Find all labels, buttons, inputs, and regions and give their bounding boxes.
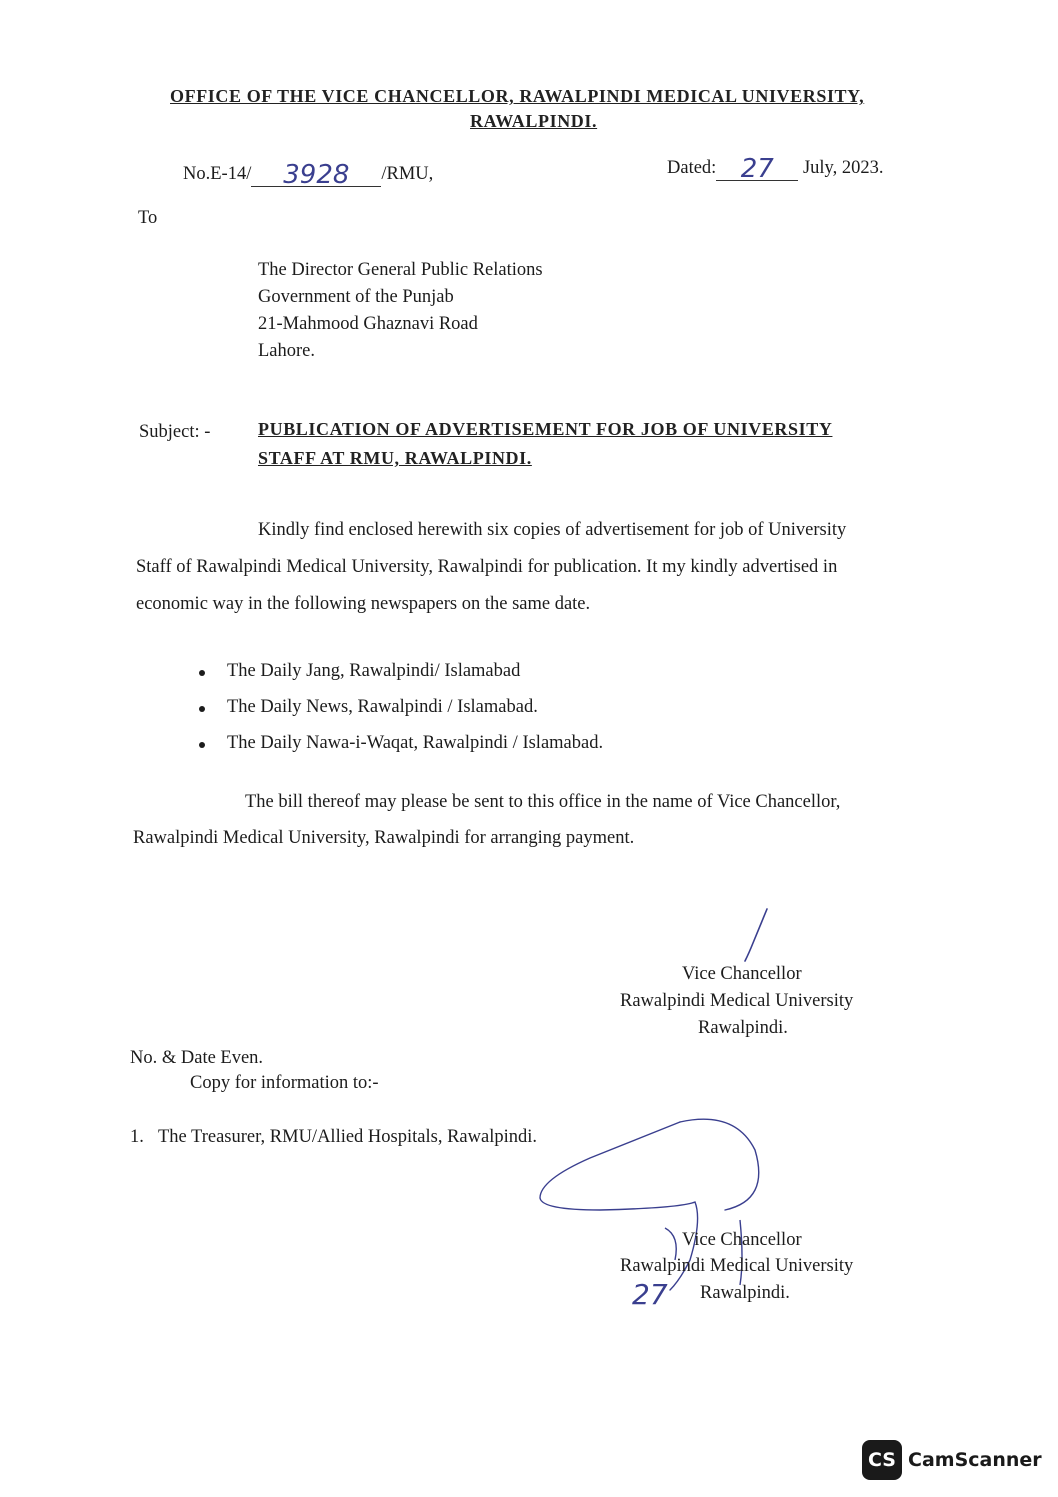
signatory-city: Rawalpindi. — [698, 1018, 788, 1038]
reference-suffix: /RMU, — [381, 164, 434, 184]
copy-item-number: 1. — [130, 1127, 144, 1147]
addressee-line: Lahore. — [258, 341, 316, 361]
copy-for-information: Copy for information to:- — [190, 1073, 379, 1093]
reference-handwritten-number: 3928 — [283, 160, 350, 190]
office-heading-line2: RAWALPINDI. — [470, 111, 598, 131]
signatory-university: Rawalpindi Medical University — [620, 991, 854, 1011]
body-para1-line: economic way in the following newspapers on the same date. — [136, 594, 591, 614]
dated-line — [667, 150, 884, 184]
newspaper-item: The Daily Nawa-i-Waqat, Rawalpindi / Islamabad. — [227, 733, 604, 753]
newspaper-item: The Daily News, Rawalpindi / Islamabad. — [227, 697, 538, 717]
signatory-university: Rawalpindi Medical University — [620, 1256, 854, 1276]
copy-date-even: No. & Date Even. — [130, 1048, 264, 1068]
signature-stroke-1 — [735, 905, 775, 965]
newspaper-item: The Daily Jang, Rawalpindi/ Islamabad — [227, 661, 521, 681]
subject-line2: STAFF AT RMU, RAWALPINDI. — [258, 448, 532, 468]
dated-fill — [716, 150, 798, 184]
reference-number — [183, 156, 434, 190]
reference-fill — [251, 156, 381, 190]
reference-prefix: No.E-14/ — [183, 164, 252, 184]
subject-label: Subject: - — [139, 422, 211, 442]
list-bullet — [199, 706, 205, 712]
camscanner-logo-icon: CS — [862, 1440, 902, 1480]
subject-line1: PUBLICATION OF ADVERTISEMENT FOR JOB OF UNIVERSITY — [258, 419, 833, 439]
list-bullet — [199, 742, 205, 748]
dated-label: Dated: — [667, 158, 717, 178]
list-bullet — [199, 670, 205, 676]
dated-rest: July, 2023. — [802, 158, 884, 178]
body-para2-line: The bill thereof may please be sent to this office in the name of Vice Chancellor, — [245, 792, 841, 812]
signatory-title: Vice Chancellor — [682, 964, 802, 984]
office-heading-line1: OFFICE OF THE VICE CHANCELLOR, RAWALPINDI MEDICAL UNIVERSITY, — [170, 86, 865, 106]
addressee-line: Government of the Punjab — [258, 287, 454, 307]
signatory-city: Rawalpindi. — [700, 1283, 790, 1303]
body-para2-line: Rawalpindi Medical University, Rawalpindi for arranging payment. — [133, 828, 635, 848]
dated-handwritten-day: 27 — [740, 154, 774, 184]
to-label: To — [138, 208, 158, 228]
addressee-line: 21-Mahmood Ghaznavi Road — [258, 314, 478, 334]
addressee-line: The Director General Public Relations — [258, 260, 543, 280]
camscanner-watermark-text: CamScanner — [908, 1449, 1042, 1471]
signatory-title: Vice Chancellor — [682, 1230, 802, 1250]
handwritten-initial: 27 — [632, 1278, 668, 1311]
body-para1-line: Kindly find enclosed herewith six copies of advertisement for job of University — [258, 520, 847, 540]
body-para1-line: Staff of Rawalpindi Medical University, Rawalpindi for publication. It my kindly advertised in — [136, 557, 838, 577]
copy-item-text: The Treasurer, RMU/Allied Hospitals, Rawalpindi. — [158, 1127, 537, 1147]
